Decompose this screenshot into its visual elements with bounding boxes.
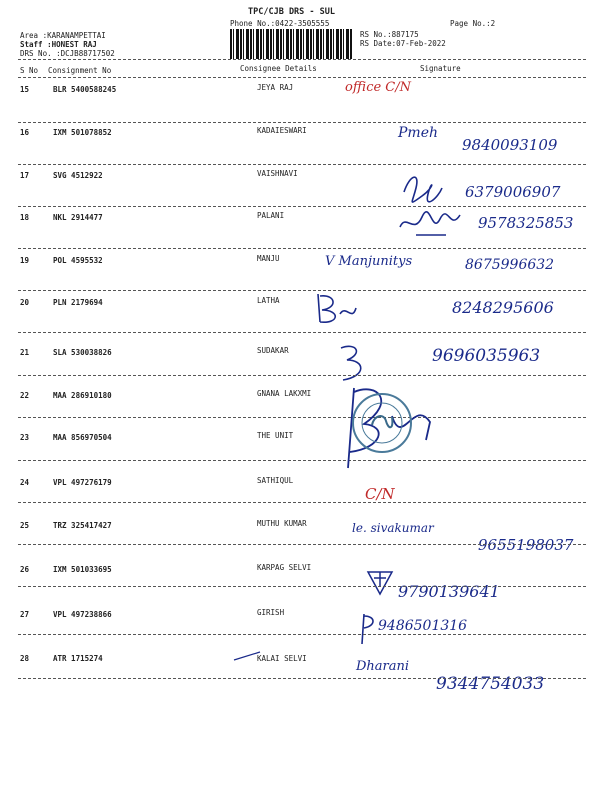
signature-r20 <box>310 288 360 328</box>
row-consignment: PLN 2179694 <box>53 298 103 307</box>
signature-r27 <box>356 612 378 646</box>
row-consignee: VAISHNAVI <box>257 169 298 178</box>
row-divider <box>18 634 586 635</box>
row-consignee: GIRISH <box>257 608 285 617</box>
row-sno: 16 <box>20 128 30 137</box>
barcode-image <box>230 29 352 59</box>
row-sno: 24 <box>20 478 30 487</box>
row-note: 9486501316 <box>378 618 468 634</box>
signature-r25: le. sivakumar <box>352 521 434 535</box>
row-consignee: PALANI <box>257 211 285 220</box>
row-sno: 20 <box>20 298 30 307</box>
signature-r19: V Manjunitys <box>325 254 413 269</box>
row-divider <box>18 417 586 418</box>
row-note: 9696035963 <box>432 346 541 366</box>
phone-number: Phone No.:0422-3505555 <box>230 19 330 28</box>
row-note: 9840093109 <box>462 136 558 154</box>
row-consignment: MAA 286910180 <box>53 391 112 400</box>
col-sno: S No <box>20 66 39 75</box>
signature-r28: Dharani <box>356 659 410 674</box>
row-consignee: MANJU <box>257 254 280 263</box>
row-consignee: GNANA LAKXMI <box>257 389 312 398</box>
row-consignment: VPL 497238866 <box>53 610 112 619</box>
page-number: Page No.:2 <box>450 19 496 28</box>
drs-number: DRS No. :DCJB88717502 <box>20 49 115 58</box>
row-divider <box>18 375 586 376</box>
row-divider <box>18 460 586 461</box>
row-divider <box>18 678 586 679</box>
row-consignment: MAA 856970504 <box>53 433 112 442</box>
row-divider <box>18 586 586 587</box>
row-note: office C/N <box>345 80 412 95</box>
row-sno: 15 <box>20 85 30 94</box>
signature-r16: Pmeh <box>398 125 438 141</box>
company-stamp <box>352 393 412 453</box>
row-consignment: SVG 4512922 <box>53 171 103 180</box>
col-consignment: Consignment No <box>48 66 112 75</box>
row-consignment: VPL 497276179 <box>53 478 112 487</box>
row-divider <box>18 544 586 545</box>
row-divider <box>18 290 586 291</box>
drs-title: TPC/CJB DRS - SUL <box>248 7 335 17</box>
row-divider <box>18 122 586 123</box>
row-consignee: MUTHU KUMAR <box>257 519 307 528</box>
row-note: 9578325853 <box>478 214 574 232</box>
signature-r26 <box>366 566 396 600</box>
rs-number: RS No.:887175 <box>360 30 419 39</box>
row-consignment: IXM 501078852 <box>53 128 112 137</box>
area-label: Area :KARANAMPETTAI <box>20 31 106 40</box>
row-note: 8675996632 <box>465 257 555 273</box>
pen-mark <box>232 650 262 662</box>
row-sno: 17 <box>20 171 30 180</box>
row-consignee: SATHIQUL <box>257 476 294 485</box>
row-consignee: KALAI SELVI <box>257 654 307 663</box>
row-divider <box>18 332 586 333</box>
row-consignment: POL 4595532 <box>53 256 103 265</box>
row-sno: 21 <box>20 348 30 357</box>
row-consignee: THE UNIT <box>257 431 294 440</box>
row-consignment: SLA 530038826 <box>53 348 112 357</box>
row-sno: 19 <box>20 256 30 265</box>
header-divider <box>18 59 586 60</box>
row-consignee: SUDAKAR <box>257 346 289 355</box>
row-consignment: NKL 2914477 <box>53 213 103 222</box>
col-consignee: Consignee Details <box>240 64 317 73</box>
row-consignee: KARPAG SELVI <box>257 563 312 572</box>
row-note: 6379006907 <box>465 183 561 201</box>
row-note: 9655198037 <box>478 536 574 554</box>
row-divider <box>18 206 586 207</box>
row-divider <box>18 164 586 165</box>
row-consignment: ATR 1715274 <box>53 654 103 663</box>
stamp-icon <box>354 395 410 451</box>
row-consignment: IXM 501033695 <box>53 565 112 574</box>
row-consignee: JEYA RAJ <box>257 83 294 92</box>
row-consignment: TRZ 325417427 <box>53 521 112 530</box>
row-note: C/N <box>365 485 395 503</box>
row-divider <box>18 502 586 503</box>
row-consignment: BLR 5400588245 <box>53 85 117 94</box>
staff-label: Staff :HONEST RAJ <box>20 40 97 49</box>
row-note: 9344754033 <box>436 674 545 694</box>
row-sno: 18 <box>20 213 30 222</box>
signature-r17 <box>398 168 446 208</box>
signature-r18 <box>396 205 464 241</box>
column-header-divider <box>18 77 586 78</box>
row-consignee: KADAIESWARI <box>257 126 307 135</box>
rs-date: RS Date:07-Feb-2022 <box>360 39 446 48</box>
row-sno: 25 <box>20 521 30 530</box>
row-divider <box>18 248 586 249</box>
row-sno: 28 <box>20 654 30 663</box>
row-consignee: LATHA <box>257 296 280 305</box>
row-sno: 22 <box>20 391 30 400</box>
row-sno: 23 <box>20 433 30 442</box>
col-signature: Signature <box>420 64 461 73</box>
row-note: 8248295606 <box>452 298 554 317</box>
row-sno: 27 <box>20 610 30 619</box>
row-sno: 26 <box>20 565 30 574</box>
row-note: 9790139641 <box>398 582 500 601</box>
